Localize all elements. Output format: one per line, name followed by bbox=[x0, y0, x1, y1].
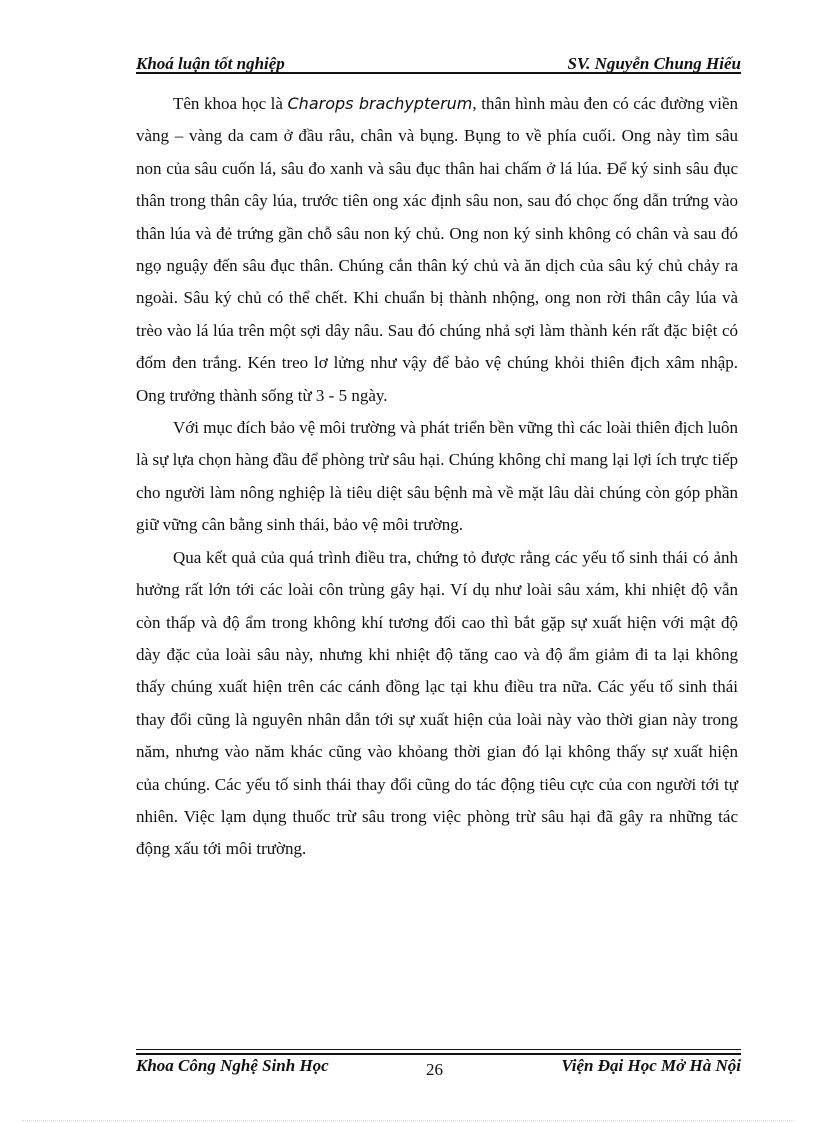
page-number: 26 bbox=[426, 1060, 443, 1079]
paragraph-1 bbox=[136, 88, 738, 412]
page-footer bbox=[136, 1056, 741, 1080]
header-thesis-title: Khoá luận tốt nghiệp bbox=[136, 54, 285, 73]
header-student-name: SV. Nguyễn Chung Hiếu bbox=[567, 54, 741, 73]
footer-rule-thick bbox=[136, 1053, 741, 1055]
page-edge-divider bbox=[22, 1120, 794, 1121]
document-body bbox=[136, 88, 738, 866]
paragraph-1-lead: Tên khoa học là bbox=[173, 94, 288, 113]
paragraph-3: Qua kết quả của quá trình điều tra, chứng tỏ được rằng các yếu tố sinh thái có ảnh hưởng rất lớn tới các loài côn trùng gây hại. Ví dụ như loài sâu xám, khi nhiệt độ vẫn còn thấp và độ ẩm trong không khí tương đối cao thì bắt gặp sự xuất hiện với mật độ dày đặc của loài sâu này, nhưng khi nhiệt độ tăng cao và độ ẩm giảm đi ta lại không thấy chúng xuất hiện trên các cánh đồng lạc tại khu điều tra nữa. Các yếu tố sinh thái thay đổi cũng là nguyên nhân dẫn tới sự xuất hiện của loài này vào thời gian này trong năm, nhưng vào năm khác cũng vào khỏang thời gian đó lại không thấy sự xuất hiện của chúng. Các yếu tố sinh thái thay đổi cũng do tác động tiêu cực của con người tới tự nhiên. Việc lạm dụng thuốc trừ sâu trong việc phòng trừ sâu hại đã gây ra những tác động xấu tới môi trường. bbox=[136, 547, 738, 859]
paragraph-1-rest: , thân hình màu đen có các đường viền vàng – vàng da cam ở đầu râu, chân và bụng. Bụng to về phía cuối. Ong này tìm sâu non của sâu cuốn lá, sâu đo xanh và sâu đục thân hai chấm ở lá lúa. Để ký sinh sâu đục thân trong thân cây lúa, trước tiên ong xác định sâu non, sau đó chọc ống dẫn trứng vào thân lúa và đẻ trứng gần chỗ sâu non ký chủ. Ong non ký sinh không có chân và sau đó ngọ nguậy đến sâu đục thân. Chúng cắn thân ký chủ và ăn dịch của sâu ký chủ chảy ra ngoài. Sâu ký chủ có thể chết. Khi chuẩn bị thành nhộng, ong non rời thân cây lúa và trèo vào lá lúa trên một sợi dây nâu. Sau đó chúng nhả sợi làm thành kén rất đặc biệt có đốm đen trắng. Kén treo lơ lửng như vậy để bảo vệ chúng khỏi thiên địch xâm nhập. Ong trưởng thành sống từ 3 - 5 ngày. bbox=[136, 94, 738, 405]
paragraph-2: Với mục đích bảo vệ môi trường và phát triển bền vững thì các loài thiên địch luôn là sự lựa chọn hàng đầu để phòng trừ sâu hại. Chúng không chỉ mang lại lợi ích trực tiếp cho người làm nông nghiệp là tiêu diệt sâu bệnh mà về mặt lâu dài chúng còn góp phần giữ vững cân bằng sinh thái, bảo vệ môi trường. bbox=[136, 418, 738, 535]
footer-university: Viện Đại Học Mở Hà Nội bbox=[561, 1056, 741, 1075]
footer-rule-thin bbox=[136, 1049, 741, 1050]
header-rule bbox=[136, 72, 741, 74]
page-header bbox=[136, 50, 741, 74]
species-name: Charops brachypterum bbox=[287, 94, 473, 113]
footer-faculty: Khoa Công Nghệ Sinh Học bbox=[136, 1056, 329, 1075]
